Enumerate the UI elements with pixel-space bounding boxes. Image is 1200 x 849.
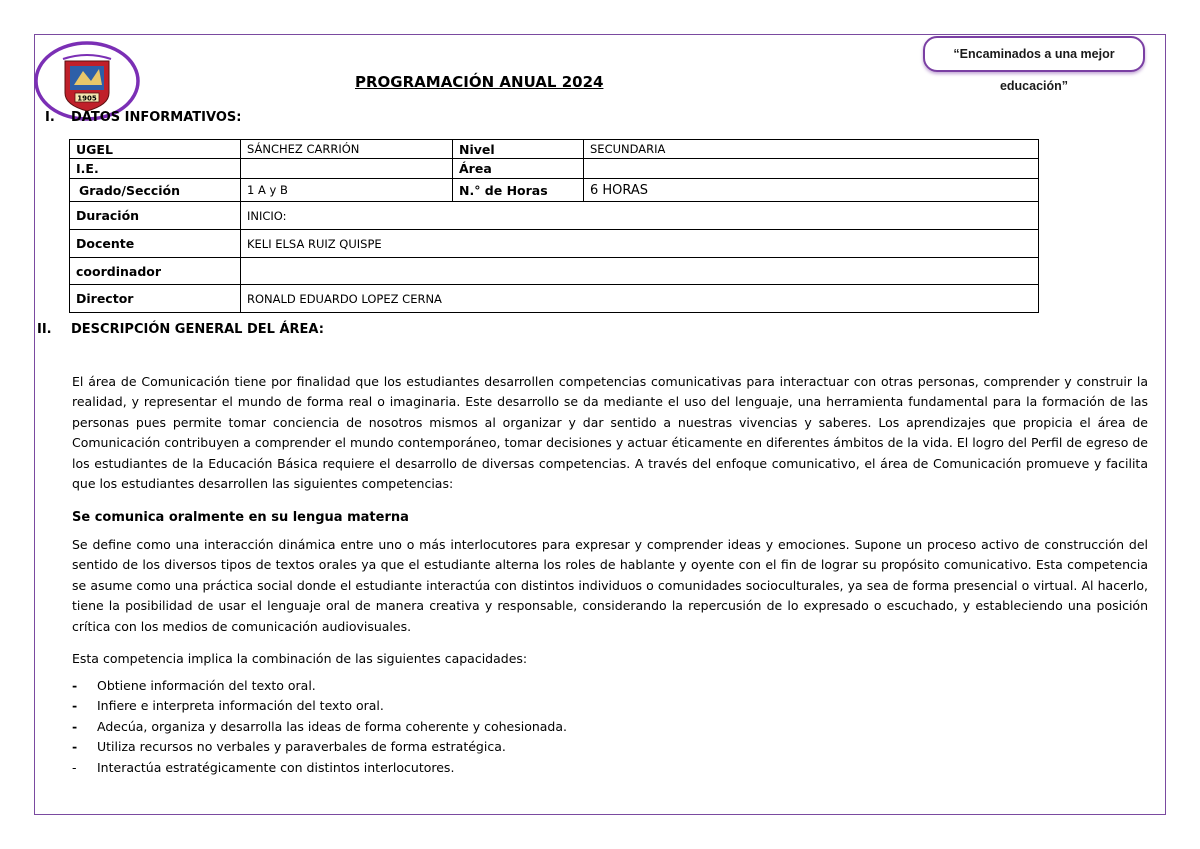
docente-value: KELI ELSA RUIZ QUISPE (241, 230, 1039, 258)
grado-value: 1 A y B (241, 179, 453, 202)
capacity-text: Utiliza recursos no verbales y paraverbales de forma estratégica. (97, 739, 506, 755)
capacities-intro: Esta competencia implica la combinación de las siguientes capacidades: (72, 651, 528, 666)
nivel-label: Nivel (453, 140, 584, 159)
bullet-dash: - (72, 678, 78, 693)
director-value: RONALD EDUARDO LOPEZ CERNA (241, 285, 1039, 313)
area-label: Área (453, 159, 584, 179)
duracion-value: INICIO: (241, 202, 1039, 230)
school-logo (33, 39, 141, 121)
grado-label: Grado/Sección (70, 179, 241, 202)
capacity-text: Interactúa estratégicamente con distintos interlocutores. (97, 759, 455, 775)
ie-value (241, 159, 453, 179)
table-row (70, 140, 1039, 159)
capacity-text: Infiere e interpreta información del texto oral. (97, 698, 384, 714)
coordinador-label: coordinador (70, 258, 241, 285)
bullet-dash: - (72, 759, 77, 775)
capacity-text: Adecúa, organiza y desarrolla las ideas de forma coherente y cohesionada. (97, 718, 567, 734)
bullet-dash: - (72, 698, 78, 714)
section-2-heading (37, 322, 324, 337)
section-1-number: I. (45, 110, 55, 125)
section-2-number: II. (37, 322, 52, 337)
docente-label: Docente (70, 230, 241, 258)
ie-label: I.E. (70, 159, 241, 179)
list-item (72, 717, 567, 737)
list-item (72, 676, 567, 696)
capacity-text: Obtiene información del texto oral. (97, 678, 316, 693)
ugel-label: UGEL (70, 140, 241, 159)
list-item (72, 737, 567, 757)
table-row (70, 159, 1039, 179)
bullet-dash: - (72, 739, 78, 755)
ugel-value: SÁNCHEZ CARRIÓN (241, 140, 453, 159)
section-2-title: DESCRIPCIÓN GENERAL DEL ÁREA: (71, 322, 324, 337)
motto-banner: “Encaminados a una mejor educación” (923, 36, 1145, 72)
nivel-value: SECUNDARIA (584, 140, 1039, 159)
svg-text:1905: 1905 (77, 94, 97, 103)
list-item (72, 696, 567, 716)
bullet-dash: - (72, 718, 78, 734)
coordinador-value (241, 258, 1039, 285)
director-label: Director (70, 285, 241, 313)
table-row (70, 202, 1039, 230)
table-row (70, 258, 1039, 285)
duracion-label: Duración (70, 202, 241, 230)
competency-description-paragraph: Se define como una interacción dinámica entre uno o más interlocutores para expresar y comprender ideas y emociones. Supone un proceso activo de construcción del sentido de los diversos tipos de textos orales ya que el estudiante alterna los roles de hablante y oyente con el fin de lograr su propósito comunicativo. Esta competencia se asume como una práctica social donde el estudiante interactúa con distintos individuos o comunidades socioculturales, ya sea de forma presencial o virtual. Al hacerlo, tiene la posibilidad de usar el lenguaje oral de manera creativa y responsable, considerando la repercusión de lo expresado o escuchado, y estableciendo una posición crítica con los medios de comunicación audiovisuales. (72, 537, 1148, 634)
capacities-list (72, 676, 567, 778)
area-value (584, 159, 1039, 179)
list-item (72, 758, 567, 778)
area-description-paragraph: El área de Comunicación tiene por finalidad que los estudiantes desarrollen competencias comunicativas para interactuar con otras personas, comprender y construir la realidad, y representar el mundo de forma real o imaginaria. Este desarrollo se da mediante el uso del lenguaje, una herramienta fundamental para la formación de las personas pues permite tomar conciencia de nosotros mismos al organizar y dar sentido a nuestras vivencias y saberes. Los aprendizajes que propicia el área de Comunicación contribuyen a comprender el mundo contemporáneo, tomar decisiones y actuar éticamente en diferentes ámbitos de la vida. El logro del Perfil de egreso de los estudiantes de la Educación Básica requiere el desarrollo de diversas competencias. A través del enfoque comunicativo, el área de Comunicación promueve y facilita que los estudiantes desarrollen las siguientes competencias: (72, 374, 1148, 492)
table-row (70, 230, 1039, 258)
page-title: PROGRAMACIÓN ANUAL 2024 (355, 73, 604, 91)
info-table (69, 139, 1039, 313)
table-row (70, 285, 1039, 313)
table-row (70, 179, 1039, 202)
competency-title: Se comunica oralmente en su lengua materna (72, 510, 409, 525)
section-1-title: DATOS INFORMATIVOS: (71, 110, 242, 125)
section-1-heading (45, 110, 241, 125)
horas-value: 6 HORAS (584, 179, 1039, 202)
horas-label: N.° de Horas (453, 179, 584, 202)
